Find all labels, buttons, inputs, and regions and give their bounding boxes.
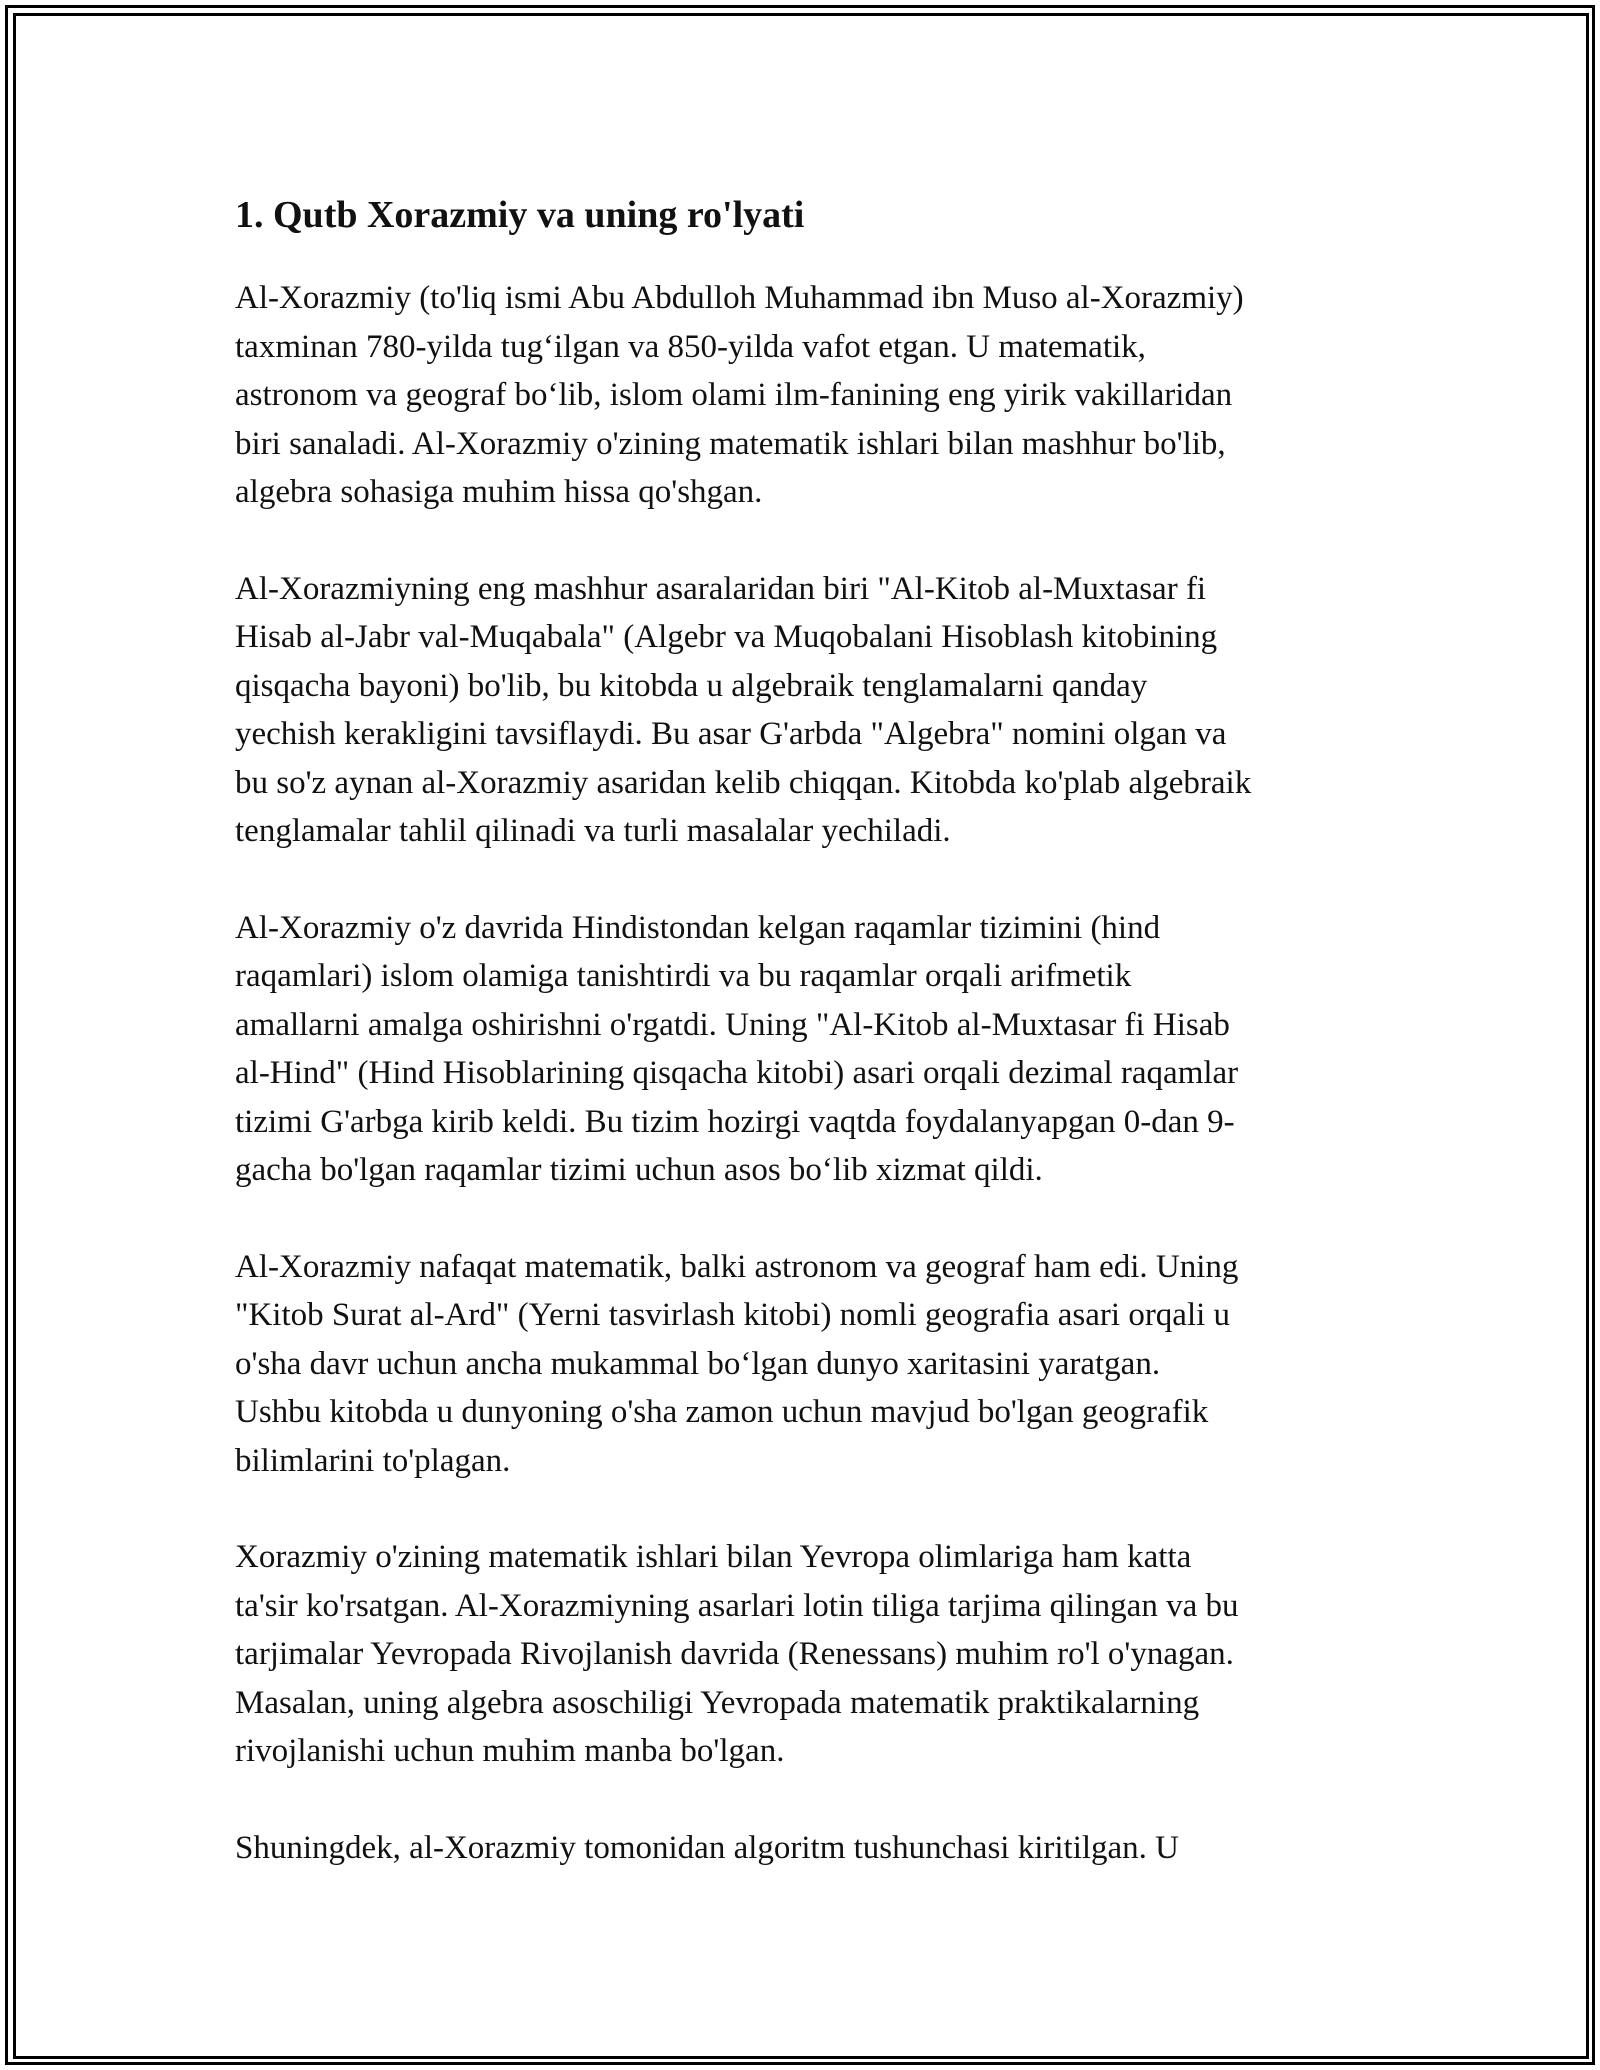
text-line: Al-Xorazmiy o'z davrida Hindistondan kelgan raqamlar tizimini (hind [235, 909, 1161, 946]
text-line: tenglamalar tahlil qilinadi va turli masalalar yechiladi. [235, 813, 951, 849]
text-line: raqamlari) islom olamiga tanishtirdi va bu raqamlar orqali arifmetik [235, 958, 1132, 994]
text-line: qisqacha bayoni) bo'lib, bu kitobda u algebraik tenglamalarni qanday [235, 667, 1148, 704]
paragraph-algorithm [235, 1824, 1375, 1873]
paragraph-geography [235, 1243, 1375, 1486]
text-line: Hisab al-Jabr val-Muqabala" (Algebr va Muqobalani Hisoblash kitobining [235, 619, 1218, 655]
text-line: Shuningdek, al-Xorazmiy tomonidan algoritm tushunchasi kiritilgan. U [235, 1829, 1180, 1866]
text-line: taxminan 780-yilda tug‘ilgan va 850-yilda vafot etgan. U matematik, [235, 328, 1146, 365]
text-line: tarjimalar Yevropada Rivojlanish davrida (Renessans) muhim ro'l o'ynagan. [235, 1636, 1234, 1672]
text-line: Xorazmiy o'zining matematik ishlari bilan Yevropa olimlariga ham katta [235, 1539, 1192, 1575]
text-line: amallarni amalga oshirishni o'rgatdi. Uning "Al-Kitob al-Muxtasar fi Hisab [235, 1006, 1230, 1043]
text-line: al-Hind" (Hind Hisoblarining qisqacha kitobi) asari orqali dezimal raqamlar [235, 1055, 1239, 1091]
text-line: Al-Xorazmiy nafaqat matematik, balki astronom va geograf ham edi. Uning [235, 1248, 1239, 1285]
text-line: algebra sohasiga muhim hissa qo'shgan. [235, 474, 763, 510]
text-line: Ushbu kitobda u dunyoning o'sha zamon uchun mavjud bo'lgan geografik [235, 1394, 1209, 1430]
text-line: ta'sir ko'rsatgan. Al-Xorazmiyning asarlari lotin tiliga tarjima qilingan va bu [235, 1587, 1239, 1624]
text-line: bilimlarini to'plagan. [235, 1442, 511, 1479]
paragraph-european-influence [235, 1533, 1375, 1776]
text-line: astronom va geograf bo‘lib, islom olami ilm-fanining eng yirik vakillaridan [235, 377, 1233, 413]
text-line: gacha bo'lgan raqamlar tizimi uchun asos bo‘lib xizmat qildi. [235, 1152, 1043, 1188]
text-line: tizimi G'arbga kirib keldi. Bu tizim hozirgi vaqtda foydalanyapgan 0-dan 9- [235, 1103, 1235, 1140]
text-line: rivojlanishi uchun muhim manba bo'lgan. [235, 1733, 785, 1769]
text-line: "Kitob Surat al-Ard" (Yerni tasvirlash kitobi) nomli geografia asari orqali u [235, 1297, 1231, 1333]
text-line: bu so'z aynan al-Xorazmiy asaridan kelib chiqqan. Kitobda ko'plab algebraik [235, 764, 1252, 801]
paragraph-algebra-book [235, 565, 1375, 856]
paragraph-biography [235, 274, 1375, 517]
text-line: Al-Xorazmiy (to'liq ismi Abu Abdulloh Muhammad ibn Muso al-Xorazmiy) [235, 280, 1244, 316]
document-body [235, 180, 1375, 1920]
text-line: o'sha davr uchun ancha mukammal bo‘lgan dunyo xaritasini yaratgan. [235, 1345, 1161, 1382]
text-line: Masalan, uning algebra asoschiligi Yevropada matematik praktikalarning [235, 1684, 1200, 1721]
text-line: Al-Xorazmiyning eng mashhur asaralaridan biri "Al-Kitob al-Muxtasar fi [235, 570, 1207, 607]
section-heading: 1. Qutb Xorazmiy va uning ro'lyati [235, 194, 805, 236]
text-line: biri sanaladi. Al-Xorazmiy o'zining matematik ishlari bilan mashhur bo'lib, [235, 425, 1226, 462]
text-line: yechish kerakligini tavsiflaydi. Bu asar G'arbda "Algebra" nomini olgan va [235, 716, 1227, 752]
paragraph-hindu-numerals [235, 904, 1375, 1195]
